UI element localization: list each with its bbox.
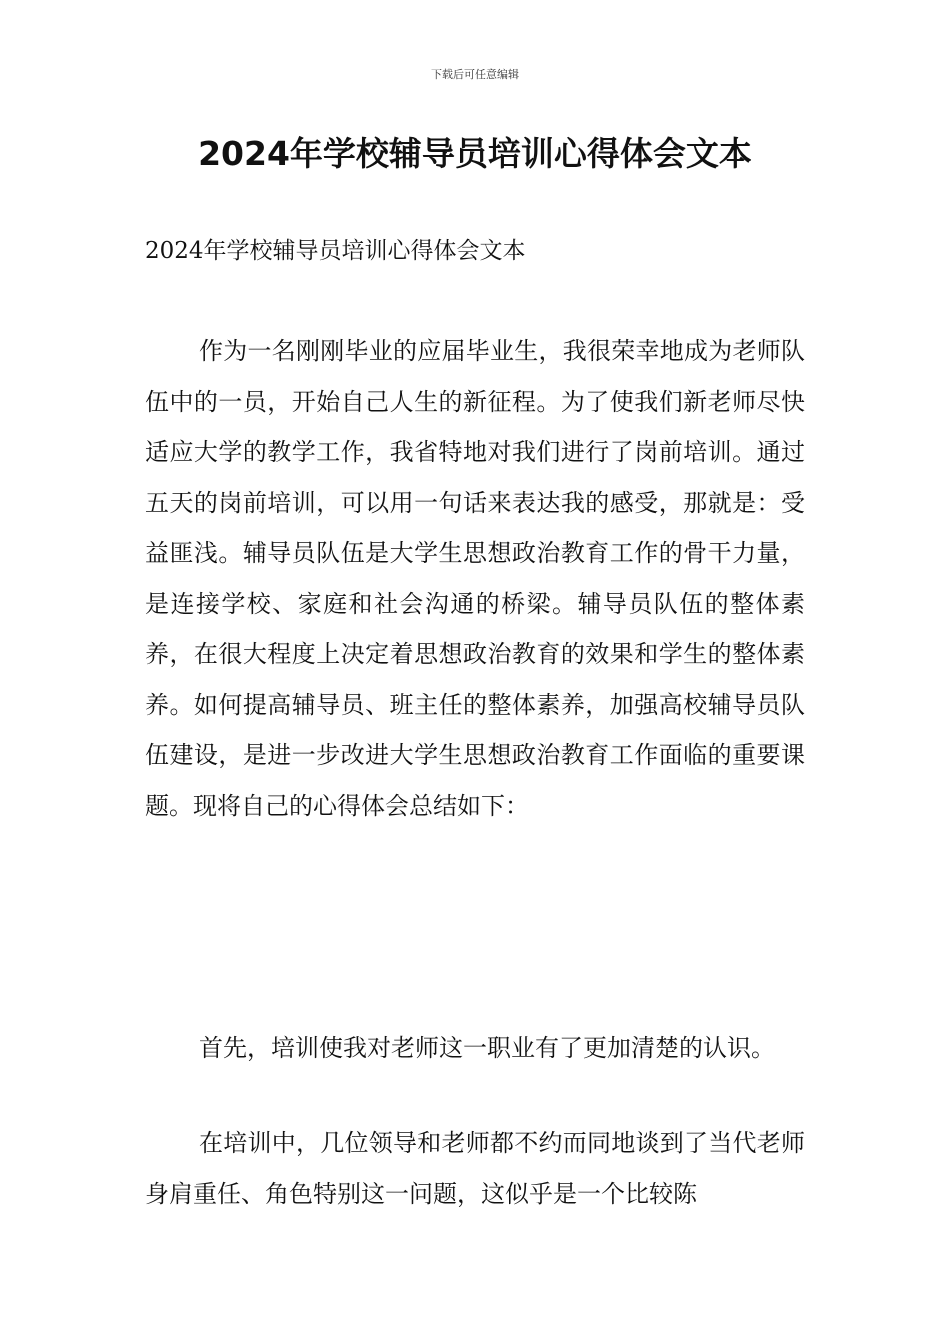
- document-title: 2024年学校辅导员培训心得体会文本: [198, 134, 752, 173]
- paragraph-first-point: 首先，培训使我对老师这一职业有了更加清楚的认识。: [199, 1034, 775, 1062]
- paragraph-training-detail: 在培训中，几位领导和老师都不约而同地谈到了当代老师身肩重任、角色特别这一问题，这似乎是一个比较陈: [145, 1129, 805, 1208]
- document-subtitle: 2024年学校辅导员培训心得体会文本: [145, 238, 526, 264]
- paragraph-intro: 作为一名刚刚毕业的应届毕业生，我很荣幸地成为老师队伍中的一员，开始自己人生的新征程。为了使我们新老师尽快适应大学的教学工作，我省特地对我们进行了岗前培训。通过五天的岗前培训，可以用一句话来表达我的感受，那就是：受益匪浅。辅导员队伍是大学生思想政治教育工作的骨干力量，是连接学校、家庭和社会沟通的桥梁。辅导员队伍的整体素养，在很大程度上决定着思想政治教育的效果和学生的整体素养。如何提高辅导员、班主任的整体素养，加强高校辅导员队伍建设，是进一步改进大学生思想政治教育工作面临的重要课题。现将自己的心得体会总结如下：: [145, 337, 805, 820]
- header-note: 下载后可任意编辑: [431, 68, 519, 81]
